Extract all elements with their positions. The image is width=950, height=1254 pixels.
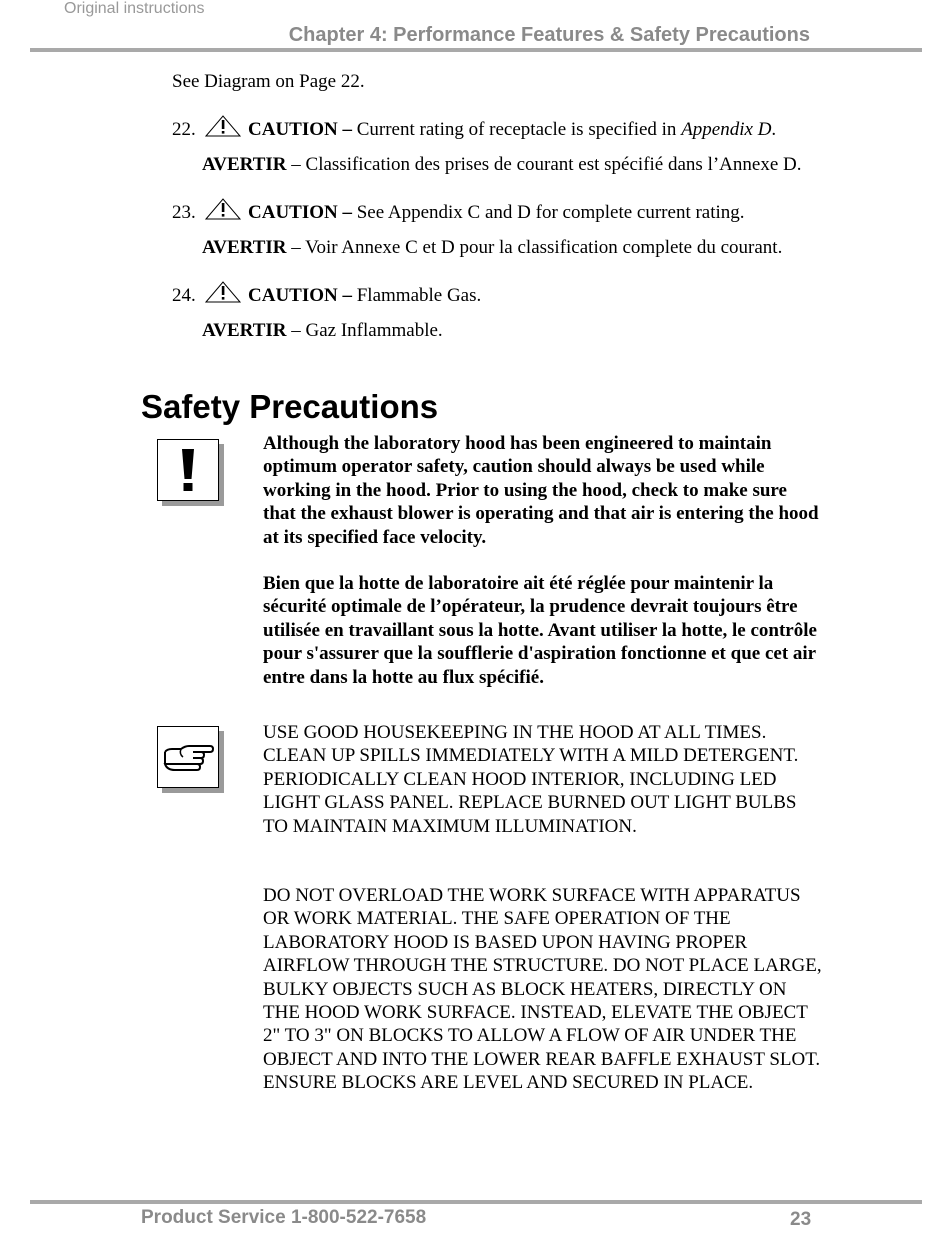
caution-separator: – — [337, 285, 357, 306]
see-diagram-text: See Diagram on Page 22. — [172, 71, 365, 92]
caution-text: Current rating of receptacle is specified in — [356, 119, 682, 140]
caution-text: See Appendix C and D for complete current rating. — [356, 202, 745, 223]
original-instructions-label: Original instructions — [64, 0, 205, 17]
caution-item-22 — [172, 114, 776, 144]
footer-divider — [30, 1200, 922, 1204]
avertir-item-23 — [202, 237, 782, 259]
caution-separator: – — [337, 119, 357, 140]
exclamation-icon — [157, 439, 219, 501]
avertir-label: AVERTIR — [202, 320, 287, 341]
avertir-label: AVERTIR — [202, 237, 287, 258]
work-surface-paragraph: DO NOT OVERLOAD THE WORK SURFACE WITH APPARATUS OR WORK MATERIAL. THE SAFE OPERATION OF THE LABORATORY HOOD IS BASED UPON HAVING PROPER AIRFLOW THROUGH THE STRUCTURE. DO NOT PLACE LARGE, BULKY OBJECTS SUCH AS BLOCK HEATERS, DIRECTLY ON THE HOOD WORK SURFACE. INSTEAD, ELEVATE THE OBJECT 2" TO 3" ON BLOCKS TO ALLOW A FLOW OF AIR UNDER THE OBJECT AND INTO THE LOWER REAR BAFFLE EXHAUST SLOT. ENSURE BLOCKS ARE LEVEL AND SECURED IN PLACE. — [263, 885, 822, 1094]
avertir-text: – Classification des prises de courant est spécifié dans l’Annexe D. — [286, 154, 802, 175]
avertir-text: – Gaz Inflammable. — [286, 320, 443, 341]
caution-label: CAUTION — [248, 119, 338, 140]
avertir-label: AVERTIR — [202, 154, 287, 175]
warning-triangle-icon — [204, 197, 242, 227]
page-number: 23 — [790, 1209, 812, 1230]
warning-paragraph-fr: Bien que la hotte de laboratoire ait été réglée pour maintenir la sécurité optimale de l’opérateur, la prudence devrait toujours être utilisée en travaillant sous la hotte. Avant utiliser la hotte, le contrôle pour s'assurer que la soufflerie d'aspiration fonctionne et que cet air entre dans la hotte au flux spécifié. — [263, 573, 817, 688]
avertir-item-22 — [202, 154, 801, 176]
header-divider — [30, 48, 922, 52]
caution-number: 23. — [172, 202, 196, 223]
caution-number: 24. — [172, 285, 196, 306]
caution-label: CAUTION — [248, 202, 338, 223]
warning-paragraph-en: Although the laboratory hood has been engineered to maintain optimum operator safety, caution should always be used while working in the hood. Prior to using the hood, check to make sure that the exhaust blower is operating and that air is entering the hood at its specified face velocity. — [263, 433, 819, 548]
caution-item-23 — [172, 197, 745, 227]
pointing-hand-icon — [157, 726, 219, 788]
caution-item-24 — [172, 280, 481, 310]
avertir-text: – Voir Annexe C et D pour la classification complete du courant. — [286, 237, 783, 258]
warning-triangle-icon — [204, 114, 242, 144]
product-service-phone: Product Service 1-800-522-7658 — [141, 1207, 427, 1228]
caution-text-end: . — [771, 119, 777, 140]
section-heading: Safety Precautions — [141, 388, 439, 425]
housekeeping-paragraph: USE GOOD HOUSEKEEPING IN THE HOOD AT ALL TIMES. CLEAN UP SPILLS IMMEDIATELY WITH A MILD DETERGENT. PERIODICALLY CLEAN HOOD INTERIOR, INCLUDING LED LIGHT GLASS PANEL. REPLACE BURNED OUT LIGHT BULBS TO MAINTAIN MAXIMUM ILLUMINATION. — [263, 722, 799, 837]
caution-text-italic: Appendix D — [681, 119, 772, 140]
caution-separator: – — [337, 202, 357, 223]
chapter-title: Chapter 4: Performance Features & Safety Precautions — [288, 24, 810, 46]
caution-label: CAUTION — [248, 285, 338, 306]
caution-text: Flammable Gas. — [356, 285, 482, 306]
avertir-item-24 — [202, 320, 443, 342]
caution-number: 22. — [172, 119, 196, 140]
warning-triangle-icon — [204, 280, 242, 310]
